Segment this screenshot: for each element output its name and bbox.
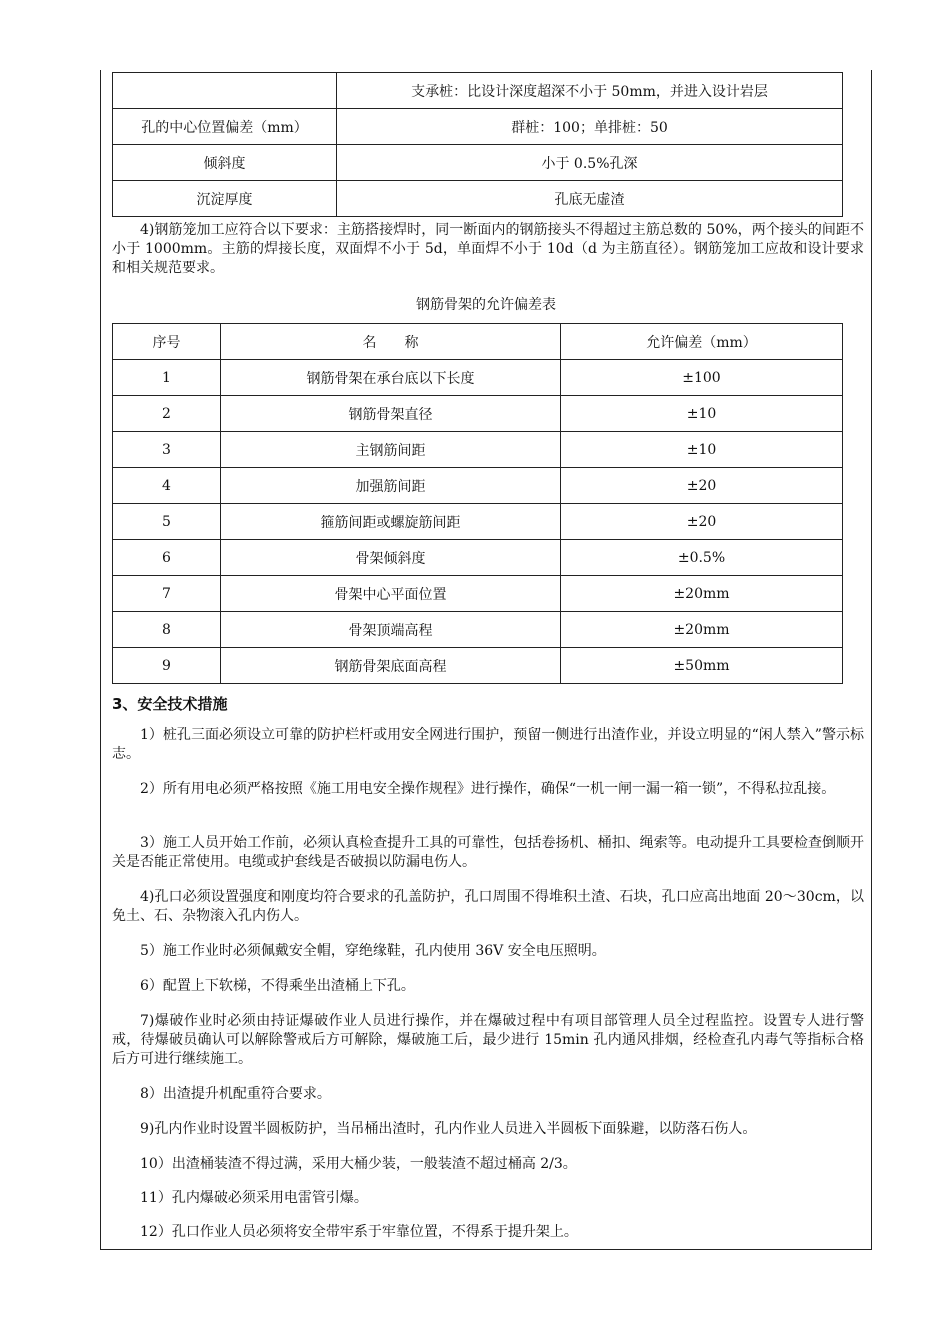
table-cell: 9 [113, 648, 221, 684]
table-cell: 箍筋间距或螺旋筋间距 [221, 504, 561, 540]
table-cell: 骨架顶端高程 [221, 612, 561, 648]
table-cell: 倾斜度 [113, 145, 337, 181]
table-cell: 2 [113, 396, 221, 432]
safety-item-4: 4)孔口必须设置强度和刚度均符合要求的孔盖防护，孔口周围不得堆积土渣、石块，孔口应高出地面 20～30cm，以免土、石、杂物滚入孔内伤人。 [112, 889, 864, 924]
table-cell [113, 73, 337, 109]
safety-item-6: 6）配置上下软梯，不得乘坐出渣桶上下孔。 [140, 978, 415, 994]
table-row [113, 432, 843, 468]
table-row [113, 468, 843, 504]
table-cell: 骨架中心平面位置 [221, 576, 561, 612]
table-cell: ±10 [561, 396, 843, 432]
table-cell: 4 [113, 468, 221, 504]
table-row [113, 396, 843, 432]
rebar-cage-paragraph: 4)钢筋笼加工应符合以下要求：主筋搭接焊时，同一断面内的钢筋接头不得超过主筋总数的 50%，两个接头的间距不小于 1000mm。主筋的焊接长度，双面焊不小于 5d，单面焊不小于 10d（d 为主筋直径）。钢筋笼加工应故和设计要求和相关规范要求。 [112, 222, 864, 276]
safety-item-8: 8）出渣提升机配重符合要求。 [140, 1086, 331, 1102]
table-cell: 钢筋骨架直径 [221, 396, 561, 432]
table-cell: 小于 0.5%孔深 [337, 145, 843, 181]
table-row [113, 576, 843, 612]
table-cell: ±10 [561, 432, 843, 468]
section-heading: 3、安全技术措施 [112, 695, 228, 713]
table-cell: ±20mm [561, 576, 843, 612]
table-cell: ±20mm [561, 612, 843, 648]
table-row [113, 145, 843, 181]
table-row [113, 181, 843, 217]
table-cell: 主钢筋间距 [221, 432, 561, 468]
header-cell: 序号 [113, 324, 221, 360]
pile-inspection-table [112, 72, 843, 217]
table-cell: 钢筋骨架在承台底以下长度 [221, 360, 561, 396]
table-cell: 沉淀厚度 [113, 181, 337, 217]
table-row [113, 73, 843, 109]
table-cell: 孔底无虚渣 [337, 181, 843, 217]
safety-item-3: 3）施工人员开始工作前，必须认真检查提升工具的可靠性，包括卷扬机、桶扣、绳索等。电动提升工具要检查倒顺开关是否能正常使用。电缆或护套线是否破损以防漏电伤人。 [112, 835, 864, 870]
table-cell: 3 [113, 432, 221, 468]
table-cell: 1 [113, 360, 221, 396]
table-row [113, 360, 843, 396]
table-cell: ±100 [561, 360, 843, 396]
table-cell: 6 [113, 540, 221, 576]
table-row [113, 109, 843, 145]
table-cell: 群桩：100；单排桩：50 [337, 109, 843, 145]
header-cell: 名 称 [221, 324, 561, 360]
table-cell: 8 [113, 612, 221, 648]
table-cell: ±20 [561, 504, 843, 540]
table-cell: 加强筋间距 [221, 468, 561, 504]
safety-item-5: 5）施工作业时必须佩戴安全帽，穿绝缘鞋，孔内使用 36V 安全电压照明。 [140, 943, 606, 959]
table-row [113, 612, 843, 648]
table-caption: 钢筋骨架的允许偏差表 [416, 297, 556, 313]
table-cell: 支承桩：比设计深度超深不小于 50mm，并进入设计岩层 [337, 73, 843, 109]
table-cell: ±0.5% [561, 540, 843, 576]
table-row [113, 648, 843, 684]
table-cell: 钢筋骨架底面高程 [221, 648, 561, 684]
table-cell: ±50mm [561, 648, 843, 684]
table-header-row [113, 324, 843, 360]
table-cell: ±20 [561, 468, 843, 504]
table-cell: 骨架倾斜度 [221, 540, 561, 576]
header-cell: 允许偏差（mm） [561, 324, 843, 360]
safety-item-9: 9)孔内作业时设置半圆板防护，当吊桶出渣时，孔内作业人员进入半圆板下面躲避，以防落石伤人。 [140, 1121, 757, 1137]
safety-item-12: 12）孔口作业人员必须将安全带牢系于牢靠位置，不得系于提升架上。 [140, 1224, 578, 1240]
safety-item-1: 1）桩孔三面必须设立可靠的防护栏杆或用安全网进行围护，预留一侧进行出渣作业，并设立明显的“闲人禁入”警示标志。 [112, 727, 864, 762]
table-row [113, 504, 843, 540]
table-cell: 7 [113, 576, 221, 612]
table-cell: 孔的中心位置偏差（mm） [113, 109, 337, 145]
safety-item-11: 11）孔内爆破必须采用电雷管引爆。 [140, 1190, 368, 1206]
safety-item-2: 2）所有用电必须严格按照《施工用电安全操作规程》进行操作，确保“一机一闸一漏一箱一锁”，不得私拉乱接。 [140, 781, 836, 797]
tolerance-table [112, 323, 843, 684]
table-row [113, 540, 843, 576]
safety-item-10: 10）出渣桶装渣不得过满，采用大桶少装，一般装渣不超过桶高 2/3。 [140, 1156, 577, 1172]
safety-item-7: 7)爆破作业时必须由持证爆破作业人员进行操作，并在爆破过程中有项目部管理人员全过程监控。设置专人进行警戒，待爆破员确认可以解除警戒后方可解除，爆破施工后，最少进行 15min 孔内通风排烟，经检查孔内毒气等指标合格后方可进行继续施工。 [112, 1013, 864, 1067]
table-cell: 5 [113, 504, 221, 540]
